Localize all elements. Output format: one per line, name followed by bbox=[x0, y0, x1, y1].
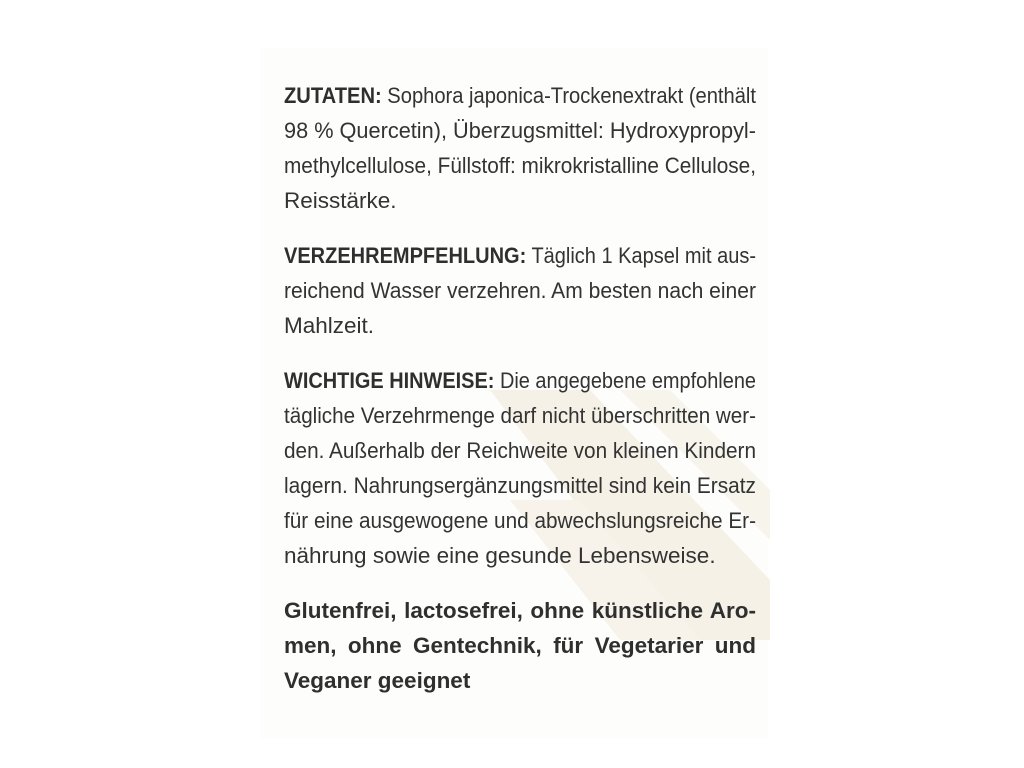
notes-line-2: tägliche Verzehrmenge darf nicht überschritten wer- bbox=[284, 403, 756, 428]
recommendation-section bbox=[284, 238, 756, 343]
ingredients-heading: ZUTATEN: bbox=[284, 83, 382, 108]
label-text bbox=[284, 78, 756, 718]
notes-heading: WICHTIGE HINWEISE: bbox=[284, 368, 495, 393]
claims-line-3: Veganer geeignet bbox=[284, 668, 471, 693]
notes-line-3: den. Außerhalb der Reichweite von kleinen Kindern bbox=[284, 438, 756, 463]
claims-section bbox=[284, 593, 756, 698]
notes-text-1: Die angegebene empfohlene bbox=[499, 368, 756, 393]
notes-line-4: lagern. Nahrungsergänzungsmittel sind kein Ersatz bbox=[284, 473, 756, 498]
recommendation-line-3: Mahlzeit. bbox=[284, 313, 375, 338]
notes-line-6: nährung sowie eine gesunde Lebensweise. bbox=[284, 543, 716, 568]
recommendation-text-1: Täglich 1 Kapsel mit aus- bbox=[531, 243, 756, 268]
ingredients-line-2: 98 % Quercetin), Überzugsmittel: Hydroxypropyl- bbox=[284, 118, 756, 143]
claims-line-2: men, ohne Gentechnik, für Vegetarier und bbox=[284, 633, 756, 658]
recommendation-line-1 bbox=[284, 238, 756, 273]
notes-line-1 bbox=[284, 363, 756, 398]
claims-line-1: Glutenfrei, lactosefrei, ohne künstliche Aro- bbox=[284, 598, 756, 623]
notes-section bbox=[284, 363, 756, 573]
ingredients-line-3: methylcellulose, Füllstoff: mikrokristalline Cellulose, bbox=[284, 153, 756, 178]
recommendation-heading: VERZEHREMPFEHLUNG: bbox=[284, 243, 527, 268]
ingredients-line-1 bbox=[284, 78, 756, 113]
ingredients-section bbox=[284, 78, 756, 218]
recommendation-line-2: reichend Wasser verzehren. Am besten nach einer bbox=[284, 278, 756, 303]
ingredients-text-1: Sophora japonica-Trockenextrakt (enthält bbox=[387, 83, 756, 108]
notes-line-5: für eine ausgewogene und abwechslungsreiche Er- bbox=[284, 508, 756, 533]
ingredients-line-4: Reisstärke. bbox=[284, 188, 397, 213]
